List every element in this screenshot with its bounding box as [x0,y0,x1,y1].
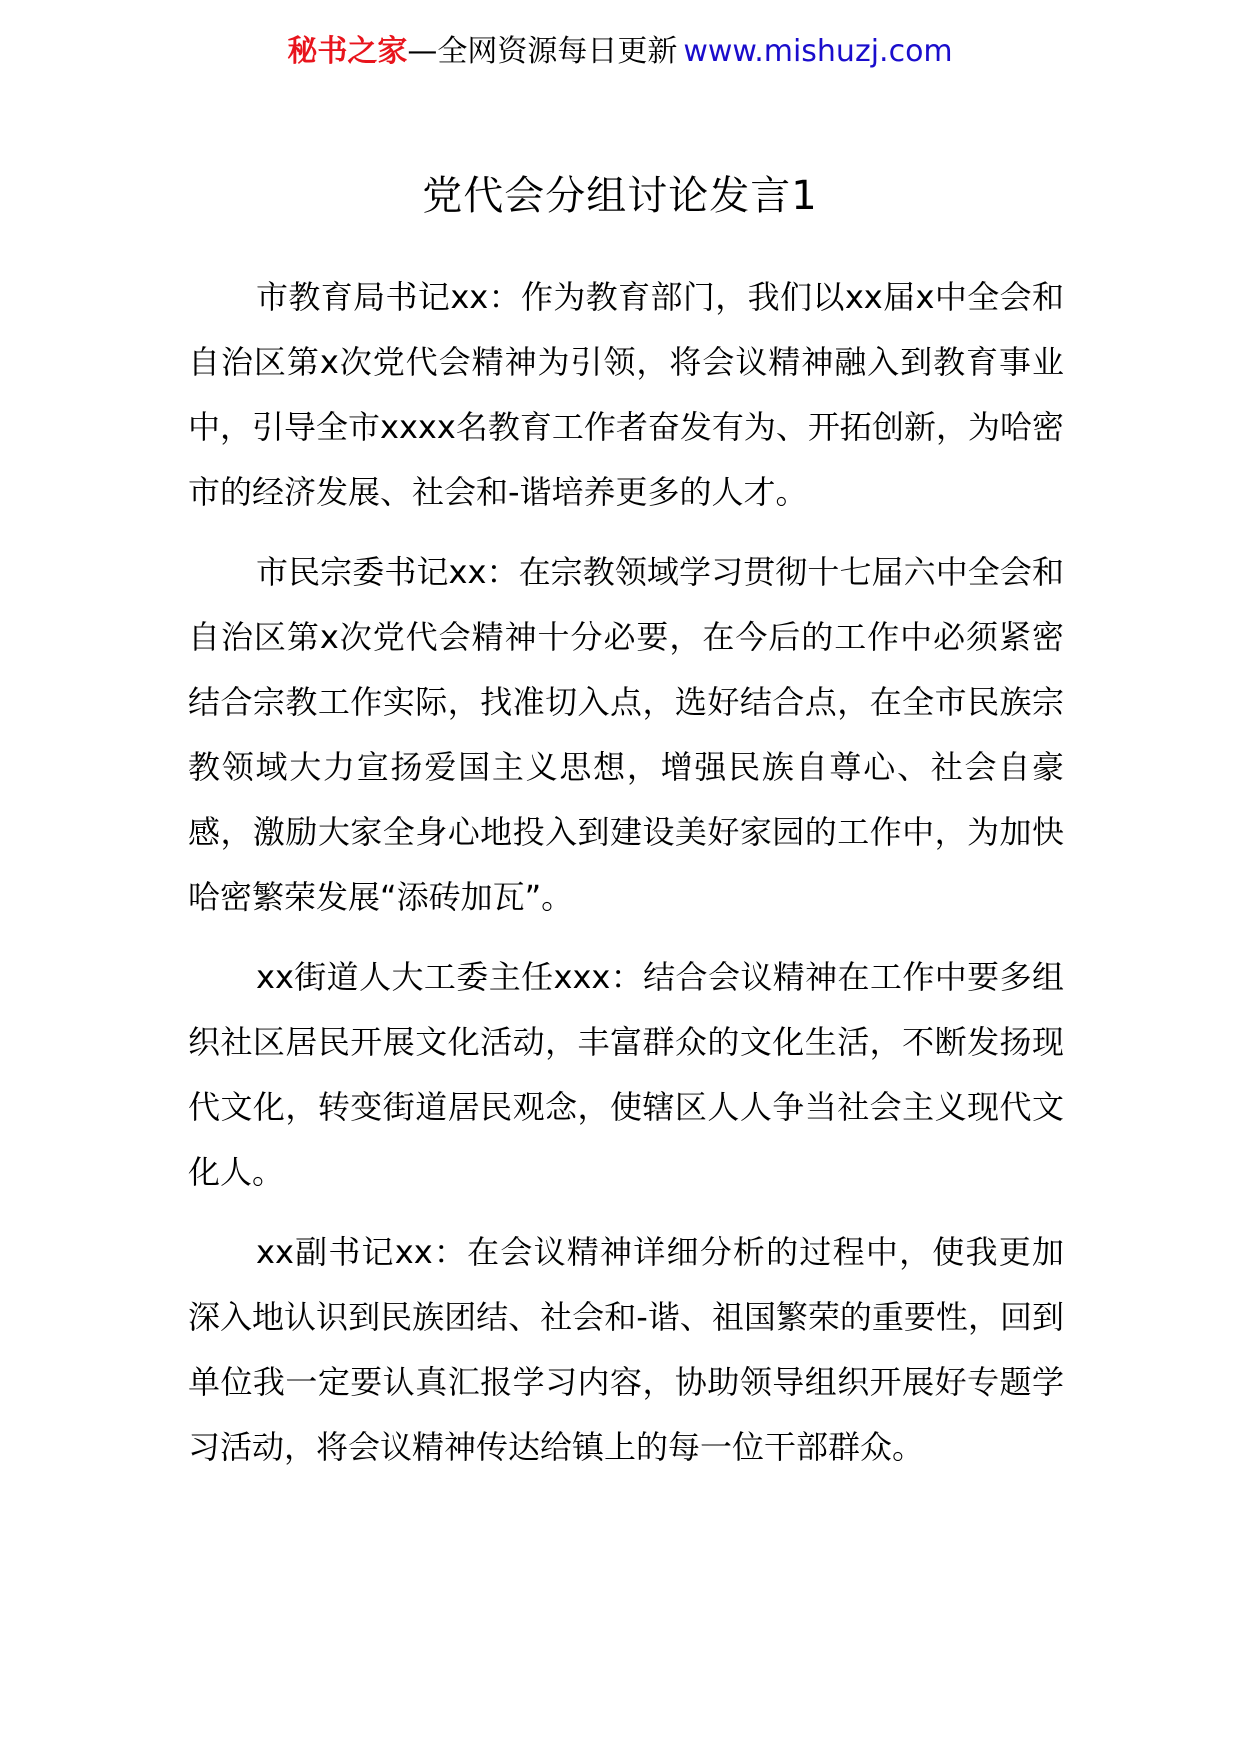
site-url-link[interactable]: www.mishuzj.com [683,34,953,69]
paragraph-2: 市民宗委书记xx：在宗教领域学习贯彻十七届六中全会和自治区第x次党代会精神十分必要，在今后的工作中必须紧密结合宗教工作实际，找准切入点，选好结合点，在全市民族宗教领域大力宣扬爱国主义思想，增强民族自尊心、社会自豪感，激励大家全身心地投入到建设美好家园的工作中，为加快哈密繁荣发展“添砖加瓦”。 [188,553,1064,916]
document-title: 党代会分组讨论发言1 [422,173,818,219]
document-body [188,265,1064,1495]
site-header [0,30,1240,74]
header-tagline: —全网资源每日更新 [407,34,678,69]
paragraph-1: 市教育局书记xx：作为教育部门，我们以xx届x中全会和自治区第x次党代会精神为引领，将会议精神融入到教育事业中，引导全市xxxx名教育工作者奋发有为、开拓创新，为哈密市的经济发展、社会和-谐培养更多的人才。 [188,278,1064,511]
paragraph-3: xx街道人大工委主任xxx：结合会议精神在工作中要多组织社区居民开展文化活动，丰富群众的文化生活，不断发扬现代文化，转变街道居民观念，使辖区人人争当社会主义现代文化人。 [188,958,1064,1191]
brand-name: 秘书之家 [287,34,408,69]
paragraph-4: xx副书记xx：在会议精神详细分析的过程中，使我更加深入地认识到民族团结、社会和-谐、祖国繁荣的重要性，回到单位我一定要认真汇报学习内容，协助领导组织开展好专题学习活动，将会议精神传达给镇上的每一位干部群众。 [188,1233,1064,1466]
